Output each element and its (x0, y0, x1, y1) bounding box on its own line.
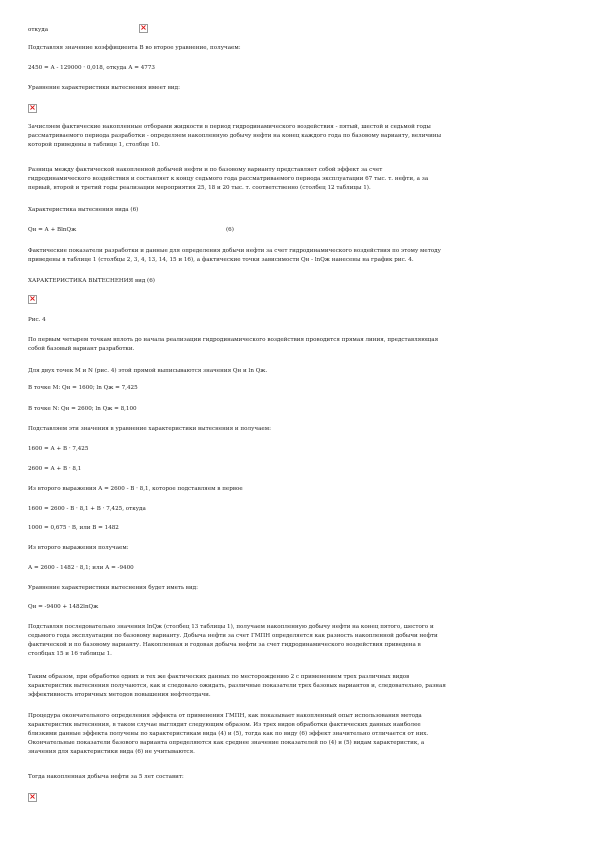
text-line: В точке M: Qн = 1600; ln Qж = 7,425 (28, 385, 138, 391)
paragraph: Процедура окончательного определения эффекта от применения ГМПН, как показывает накопленный опыт использования метода характеристик вытеснения, в таком случае выглядит следующим образом. Из трех видов обработки фактических данных наиболее близкими данные эффекта получены по характеристикам вида (4) и (5), тогда как по виду (6) эффект значительно отличается от них. Окончательные показатели базового варианта определяются как среднее значение показателей по (4) и (5) видам характеристик, а значения для характеристики вида (6) не учитываются. (28, 713, 429, 755)
paragraph: По первым четырем точкам вплоть до начала реализации гидродинамического воздействия проводится прямая линия, представляющая собой базовый вариант разработки. (28, 337, 439, 352)
figure-label: Рис. 4 (28, 317, 46, 323)
text-line: Уравнение характеристики вытеснения имеет вид: (28, 85, 180, 91)
formula: Qн = А + ВlnQж (28, 227, 77, 233)
formula-line: А = 2600 - 1482 · 8,1; или А = -9400 (28, 565, 134, 571)
paragraph: Разница между фактической накопленной добычей нефти и по базовому варианту представляет собой эффект за счет гидродинамического воздействия и составляет к концу седьмого года рассматриваемого периода эксплуатации 67 тыс. т. нефти, а за первый, второй и третий годы реализации мероприятия 25, 18 и 20 тыс. т. соответственно (столбец 12 таблицы 1). (28, 167, 429, 191)
text-line: Тогда накопленная добыча нефти за 5 лет составит: (28, 774, 184, 780)
equation-number: (6) (226, 227, 234, 233)
broken-image-icon (28, 104, 37, 113)
paragraph: Фактические показатели разработки и данные для определения добычи нефти за счет гидродинамического воздействия по этому методу приведены в таблице 1 (столбцы 2, 3, 4, 13, 14, 15 и 16), а фактические точки зависимости Qн - lnQж нанесены на график рис. 4. (28, 248, 441, 263)
broken-image-icon (28, 295, 37, 304)
broken-image-icon (139, 24, 148, 33)
text-line: Из второго выражения получаем: (28, 545, 129, 551)
formula-line: 1600 = 2600 - В · 8,1 + В · 7,425, откуда (28, 506, 146, 512)
broken-image-icon (28, 793, 37, 802)
paragraph: Подставляя последовательно значения lnQж (столбец 13 таблицы 1), получаем накопленную добычу нефти на конец пятого, шестого и седьмого года эксплуатации по базовому варианту. Добыча нефти за счет ГМПН определяется как разность накопленной добычи нефти фактической и по базовому варианту. Накопленная и годовая добыча нефти за счет гидродинамического воздействия приведена в столбцах 15 и 16 таблицы 1. (28, 624, 438, 657)
paragraph: Таким образом, при обработке одних и тех же фактических данных по месторождению 2 с применением трех различных видов характеристик вытеснения получаются, как и следовало ожидать, различные показатели трех базовых вариантов и, следовательно, разная эффективность вторичных методов повышения нефтеотдачи. (28, 674, 446, 698)
paragraph: Зачисляем фактические накопленные отборами жидкости в период гидродинамического воздействия - пятый, шестой и седьмой годы рассматриваемого периода разработки - определяем накопленную добычу нефти на конец каждого года по базовому варианту, величины которой приведены в таблице 1, столбце 10. (28, 124, 442, 148)
formula-line: 2600 = А + В · 8,1 (28, 466, 82, 472)
section-heading: Характеристика вытеснения вида (6) (28, 207, 139, 213)
text-line: откуда (28, 27, 49, 33)
chart-caption: ХАРАКТЕРИСТИКА ВЫТЕСНЕНИЯ вид (6) (28, 278, 155, 284)
text-line: Уравнение характеристики вытеснения будет иметь вид: (28, 585, 199, 591)
text-line: Подставляя значение коэффициента В во второе уравнение, получаем: (28, 45, 241, 51)
formula-line: Qн = -9400 + 1482lnQж (28, 604, 99, 610)
formula-line: 2450 = А - 129000 · 0,018, откуда А = 4773 (28, 65, 155, 71)
formula-line: 1600 = А + В · 7,425 (28, 446, 89, 452)
text-line: В точке N: Qн = 2600; ln Qж = 8,100 (28, 406, 137, 412)
formula-line: 1000 = 0,675 · В, или В = 1482 (28, 525, 119, 531)
text-line: Для двух точек M и N (рис. 4) этой прямой выписываются значения Qн и ln Qж. (28, 368, 268, 374)
text-line: Из второго выражения А = 2600 - В · 8,1, которое подставляем в первое (28, 486, 243, 492)
text-line: Подставляем эти значения в уравнение характеристики вытеснения и получаем: (28, 426, 271, 432)
